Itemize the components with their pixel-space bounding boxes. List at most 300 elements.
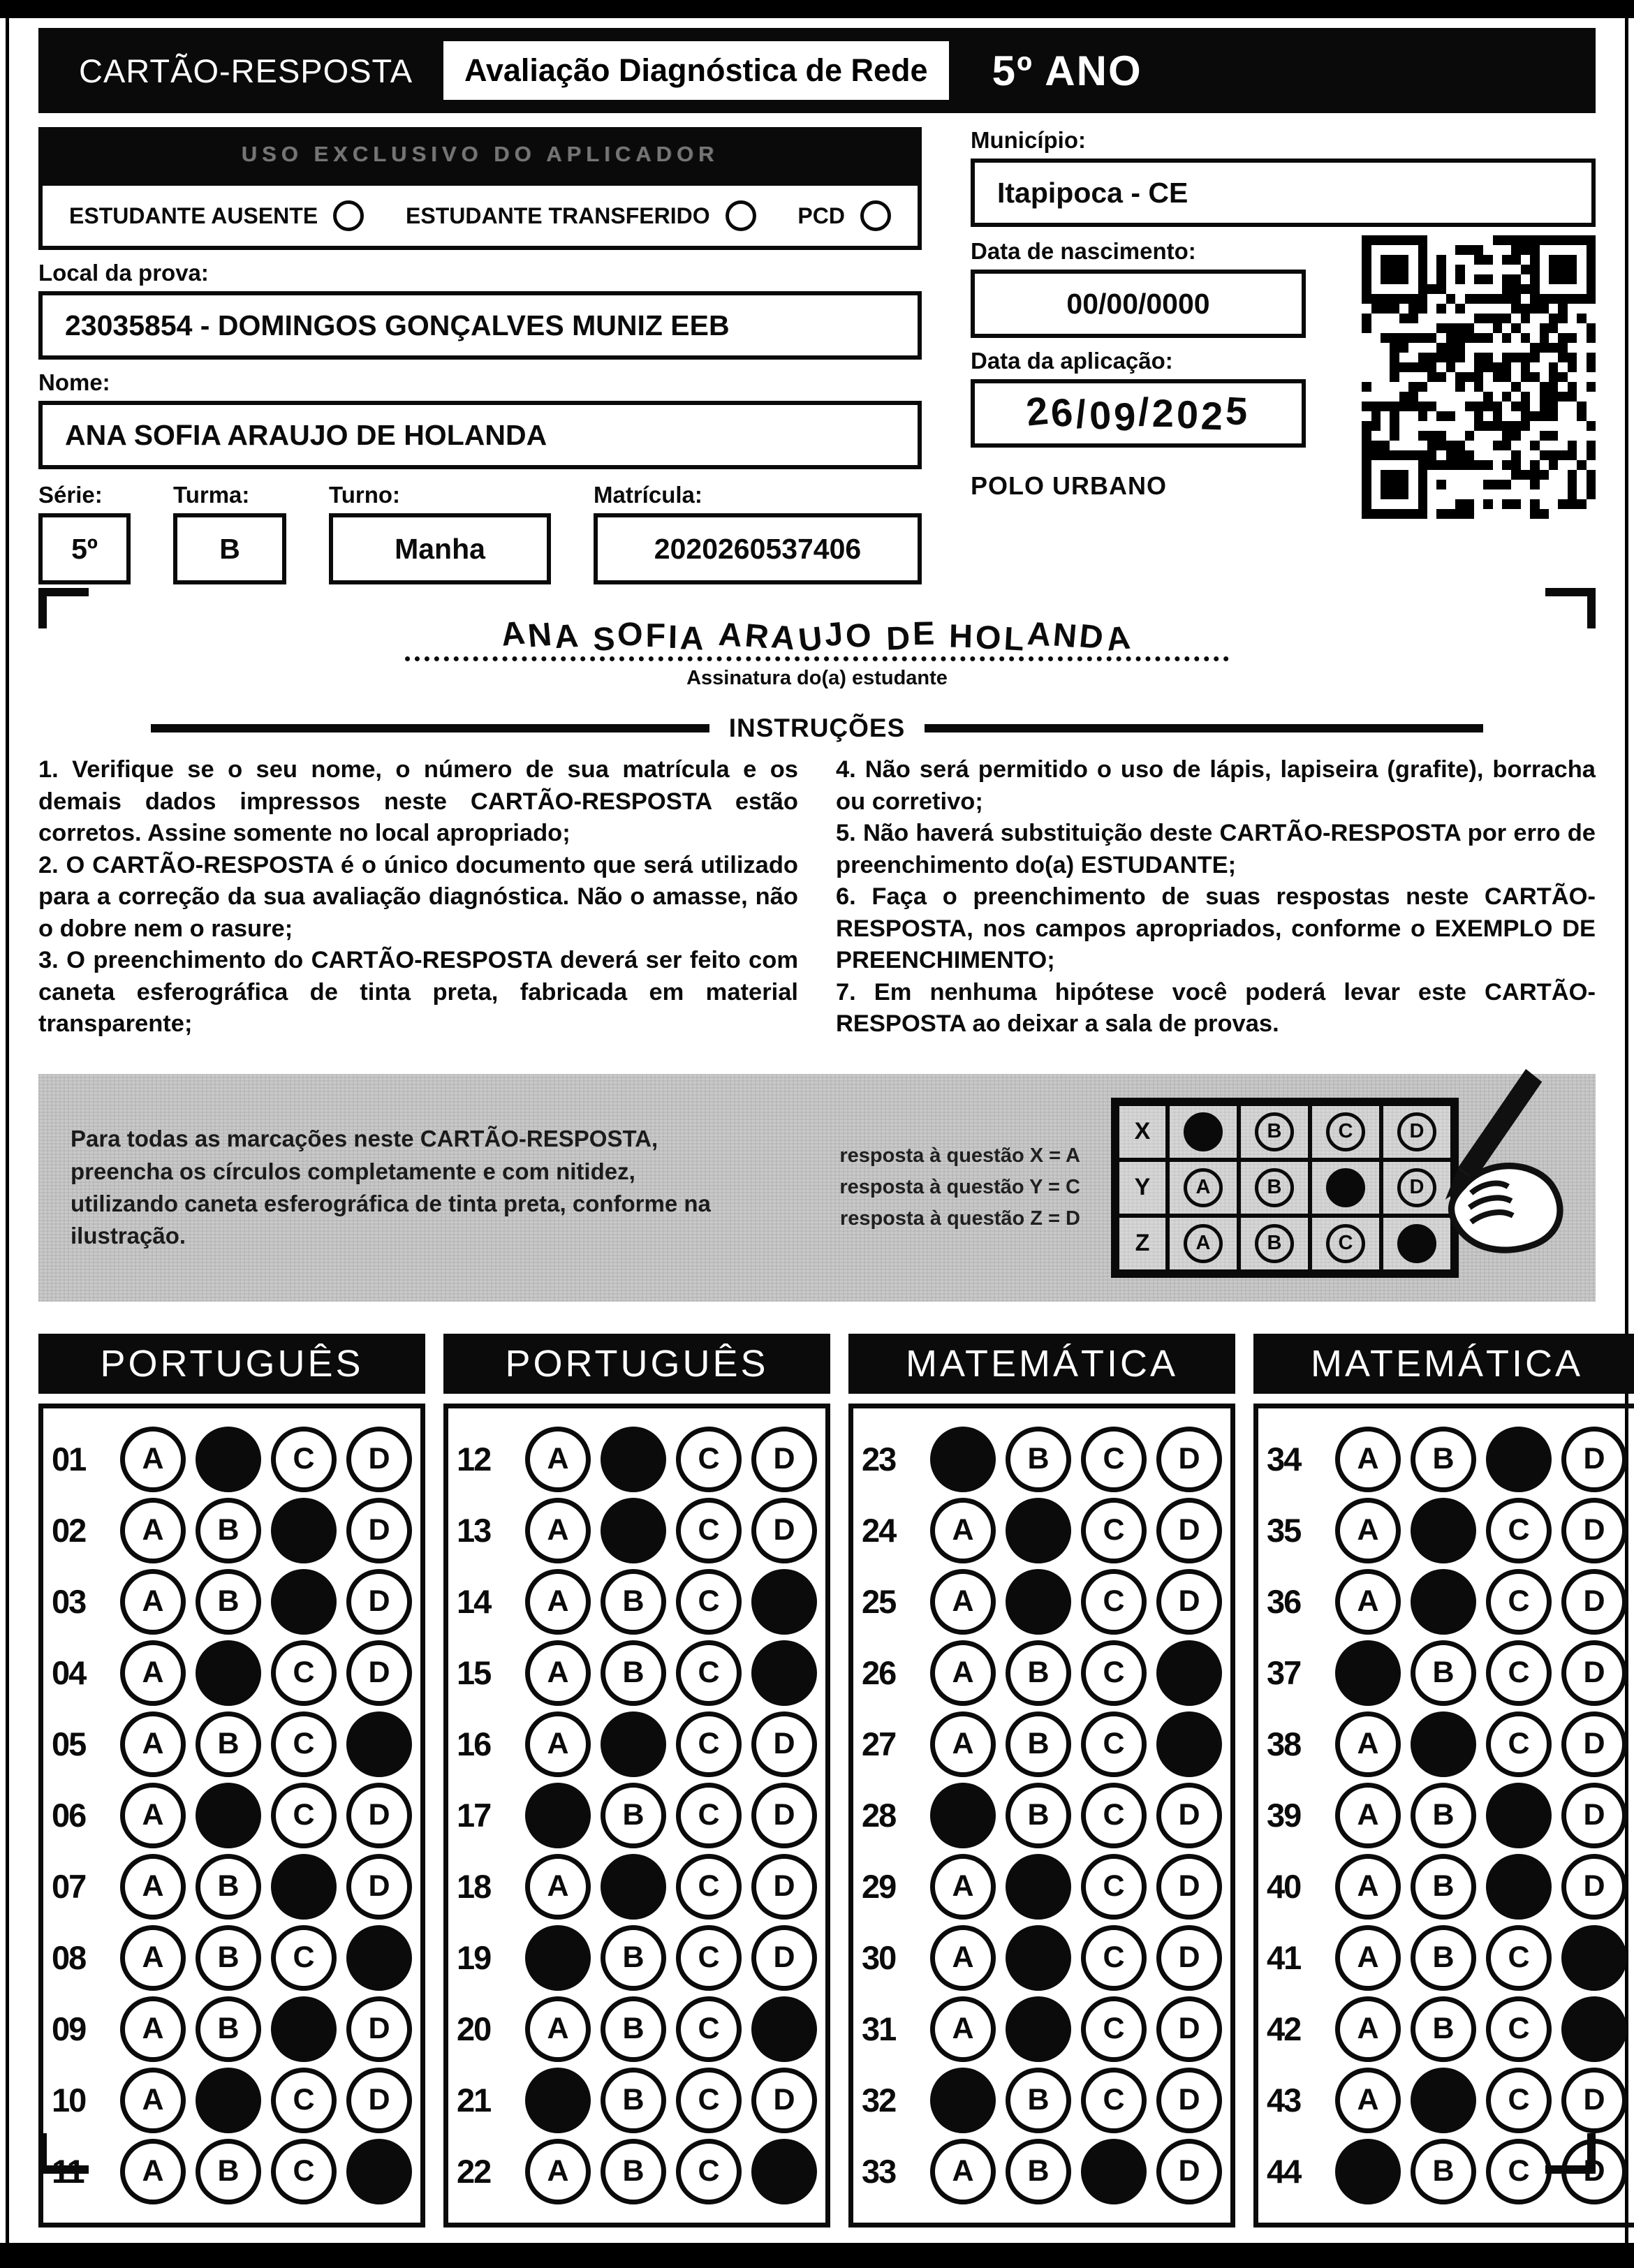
- nome-label: Nome:: [38, 369, 110, 395]
- bubble-29-D[interactable]: D: [1156, 1854, 1222, 1920]
- nome-value: ANA SOFIA ARAUJO DE HOLANDA: [38, 401, 922, 469]
- option-pcd: [797, 200, 891, 231]
- answer-row-07: [52, 1854, 412, 1920]
- bubble-38-C[interactable]: C: [1486, 1711, 1552, 1777]
- bubble-35-C[interactable]: C: [1486, 1498, 1552, 1563]
- qr-code: [1362, 235, 1596, 519]
- bubble-35-A[interactable]: A: [1335, 1498, 1401, 1563]
- bubble-18-A[interactable]: A: [525, 1854, 591, 1920]
- bubble-24-C[interactable]: C: [1081, 1498, 1147, 1563]
- answer-row-04: [52, 1640, 412, 1706]
- bubble-13-D[interactable]: D: [751, 1498, 817, 1563]
- bubble-43-D[interactable]: D: [1561, 2068, 1627, 2133]
- bubble-15-A[interactable]: A: [525, 1640, 591, 1706]
- municipio-value: Itapipoca - CE: [971, 159, 1596, 227]
- bubble-03-D[interactable]: D: [346, 1569, 412, 1635]
- answer-row-25: [862, 1569, 1222, 1635]
- top-black-bar: [0, 0, 1634, 18]
- polo-urbano-label: POLO URBANO: [971, 471, 1167, 500]
- answer-row-08: [52, 1925, 412, 1991]
- example-cell: [1168, 1160, 1239, 1216]
- answer-column-3: [848, 1334, 1235, 2228]
- bubble-03-C[interactable]: [271, 1569, 337, 1635]
- bubble-21-D[interactable]: D: [751, 2068, 817, 2133]
- bubble-08-B[interactable]: B: [196, 1925, 261, 1991]
- fill-example-band: [38, 1074, 1596, 1302]
- answer-row-21: [457, 2068, 817, 2133]
- bubble-32-D[interactable]: D: [1156, 2068, 1222, 2133]
- bubble-12-D[interactable]: D: [751, 1427, 817, 1492]
- bubble-30-A[interactable]: A: [930, 1925, 996, 1991]
- question-number: 33: [862, 2153, 896, 2190]
- bubble-40-D[interactable]: D: [1561, 1854, 1627, 1920]
- bubble-24-A[interactable]: A: [930, 1498, 996, 1563]
- bubble-01-C[interactable]: C: [271, 1427, 337, 1492]
- bubble-06-A[interactable]: A: [120, 1783, 186, 1848]
- bubble-25-C[interactable]: C: [1081, 1569, 1147, 1635]
- bubble-37-C[interactable]: C: [1486, 1640, 1552, 1706]
- bottom-black-bar: [0, 2243, 1634, 2268]
- answer-row-40: [1267, 1854, 1627, 1920]
- bubble-13-C[interactable]: C: [676, 1498, 742, 1563]
- bubble-40-B[interactable]: B: [1411, 1854, 1476, 1920]
- bubble-05-C[interactable]: C: [271, 1711, 337, 1777]
- answer-row-31: [862, 1996, 1222, 2062]
- question-number: 20: [457, 2010, 491, 2048]
- bubble-01-D[interactable]: D: [346, 1427, 412, 1492]
- bubble-42-A[interactable]: A: [1335, 1996, 1401, 2062]
- bubble-27-B[interactable]: B: [1006, 1711, 1071, 1777]
- aplicacao-value-box: [971, 379, 1306, 448]
- bubble-01-B[interactable]: [196, 1427, 261, 1492]
- turno-value: Manha: [329, 513, 551, 584]
- bubble-11-D[interactable]: [346, 2139, 412, 2204]
- bubble-28-C[interactable]: C: [1081, 1783, 1147, 1848]
- bubble-40-C[interactable]: [1486, 1854, 1552, 1920]
- answer-row-26: [862, 1640, 1222, 1706]
- bubble-26-D[interactable]: [1156, 1640, 1222, 1706]
- local-da-prova-label: Local da prova:: [38, 260, 209, 286]
- signature-caption: Assinatura do(a) estudante: [686, 667, 948, 689]
- question-number: 28: [862, 1797, 896, 1834]
- bubble-29-A[interactable]: A: [930, 1854, 996, 1920]
- bubble-10-A[interactable]: A: [120, 2068, 186, 2133]
- question-number: 35: [1267, 1512, 1301, 1549]
- bubble-25-A[interactable]: A: [930, 1569, 996, 1635]
- signature-block: [405, 613, 1229, 690]
- question-number: 38: [1267, 1725, 1301, 1763]
- bubble-22-A[interactable]: A: [525, 2139, 591, 2204]
- bubble-05-A[interactable]: A: [120, 1711, 186, 1777]
- bubble-23-D[interactable]: D: [1156, 1427, 1222, 1492]
- bubble-37-A[interactable]: [1335, 1640, 1401, 1706]
- answer-row-43: [1267, 2068, 1627, 2133]
- bubble-33-D[interactable]: D: [1156, 2139, 1222, 2204]
- example-bubble-Y-A: A: [1184, 1168, 1223, 1207]
- bubble-35-B[interactable]: [1411, 1498, 1476, 1563]
- question-number: 39: [1267, 1797, 1301, 1834]
- question-number: 36: [1267, 1583, 1301, 1621]
- bubble-41-C[interactable]: C: [1486, 1925, 1552, 1991]
- bubble-16-D[interactable]: D: [751, 1711, 817, 1777]
- bubble-38-D[interactable]: D: [1561, 1711, 1627, 1777]
- bubble-21-C[interactable]: C: [676, 2068, 742, 2133]
- answer-row-12: [457, 1427, 817, 1492]
- bubble-37-D[interactable]: D: [1561, 1640, 1627, 1706]
- question-number: 32: [862, 2082, 896, 2119]
- bubble-42-D[interactable]: [1561, 1996, 1627, 2062]
- bubble-01-A[interactable]: A: [120, 1427, 186, 1492]
- bubble-18-B[interactable]: [601, 1854, 666, 1920]
- bubble-20-C[interactable]: C: [676, 1996, 742, 2062]
- bubble-44-D[interactable]: D: [1561, 2139, 1627, 2204]
- bubble-44-B[interactable]: B: [1411, 2139, 1476, 2204]
- bubble-23-A[interactable]: [930, 1427, 996, 1492]
- bubble-24-B[interactable]: [1006, 1498, 1071, 1563]
- bubble-14-C[interactable]: C: [676, 1569, 742, 1635]
- nascimento-label: Data de nascimento:: [971, 238, 1196, 264]
- instructions-section: [38, 714, 1596, 1040]
- bubble-16-B[interactable]: [601, 1711, 666, 1777]
- bubble-22-C[interactable]: C: [676, 2139, 742, 2204]
- instructions-left-column: [38, 754, 798, 1040]
- bubble-29-C[interactable]: C: [1081, 1854, 1147, 1920]
- example-bubble-X-C: C: [1326, 1112, 1365, 1151]
- bubble-34-C[interactable]: [1486, 1427, 1552, 1492]
- serie-label: Série:: [38, 482, 103, 508]
- bubble-33-B[interactable]: B: [1006, 2139, 1071, 2204]
- bubble-38-A[interactable]: A: [1335, 1711, 1401, 1777]
- bubble-44-C[interactable]: C: [1486, 2139, 1552, 2204]
- turma-label: Turma:: [173, 482, 250, 508]
- answers-grid: [38, 1334, 1605, 2228]
- bubble-30-B[interactable]: [1006, 1925, 1071, 1991]
- bubble-41-A[interactable]: A: [1335, 1925, 1401, 1991]
- bubble-33-C[interactable]: [1081, 2139, 1147, 2204]
- bubble-07-C[interactable]: [271, 1854, 337, 1920]
- bubble-26-B[interactable]: B: [1006, 1640, 1071, 1706]
- bubble-31-B[interactable]: [1006, 1996, 1071, 2062]
- legend-line: resposta à questão Y = C: [839, 1176, 1080, 1199]
- bubble-36-A[interactable]: A: [1335, 1569, 1401, 1635]
- bubble-02-A[interactable]: A: [120, 1498, 186, 1563]
- answer-row-14: [457, 1569, 817, 1635]
- bubble-09-D[interactable]: D: [346, 1996, 412, 2062]
- student-signature: ANA SOFIA ARAUJO DE HOLANDA: [499, 613, 1135, 658]
- bubble-43-C[interactable]: C: [1486, 2068, 1552, 2133]
- question-number: 44: [1267, 2153, 1301, 2190]
- bubble-06-B[interactable]: [196, 1783, 261, 1848]
- question-number: 26: [862, 1654, 896, 1692]
- answer-row-30: [862, 1925, 1222, 1991]
- answer-row-41: [1267, 1925, 1627, 1991]
- bubble-11-C[interactable]: C: [271, 2139, 337, 2204]
- answer-column-1: [38, 1334, 425, 2228]
- question-number: 21: [457, 2082, 491, 2119]
- example-bubble-Z-C: C: [1326, 1224, 1365, 1263]
- bubble-36-D[interactable]: D: [1561, 1569, 1627, 1635]
- question-number: 40: [1267, 1868, 1301, 1906]
- example-bubble-X-A: [1184, 1112, 1223, 1151]
- bubble-11-B[interactable]: B: [196, 2139, 261, 2204]
- answer-row-02: [52, 1498, 412, 1563]
- answer-row-16: [457, 1711, 817, 1777]
- bubble-12-B[interactable]: [601, 1427, 666, 1492]
- bubble-18-D[interactable]: D: [751, 1854, 817, 1920]
- instruction-item: 5. Não haverá substituição deste CARTÃO-RESPOSTA por erro de preenchimento do(a) ESTUDANTE;: [836, 820, 1596, 878]
- question-number: 31: [862, 2010, 896, 2048]
- bubble-17-C[interactable]: C: [676, 1783, 742, 1848]
- answer-row-34: [1267, 1427, 1627, 1492]
- bubble-41-D[interactable]: [1561, 1925, 1627, 1991]
- example-cell: [1239, 1160, 1310, 1216]
- bubble-03-A[interactable]: A: [120, 1569, 186, 1635]
- bubble-11-A[interactable]: A: [120, 2139, 186, 2204]
- bubble-38-B[interactable]: [1411, 1711, 1476, 1777]
- bubble-20-B[interactable]: B: [601, 1996, 666, 2062]
- applicator-banner: [38, 127, 922, 182]
- bubble-34-D[interactable]: D: [1561, 1427, 1627, 1492]
- bubble-27-C[interactable]: C: [1081, 1711, 1147, 1777]
- bubble-28-A[interactable]: [930, 1783, 996, 1848]
- bubble-13-A[interactable]: A: [525, 1498, 591, 1563]
- bubble-02-C[interactable]: [271, 1498, 337, 1563]
- bubble-39-B[interactable]: B: [1411, 1783, 1476, 1848]
- bubble-08-C[interactable]: C: [271, 1925, 337, 1991]
- option-estudante-transferido: [406, 200, 756, 231]
- question-number: 16: [457, 1725, 491, 1763]
- bubble-06-D[interactable]: D: [346, 1783, 412, 1848]
- bubble-44-A[interactable]: [1335, 2139, 1401, 2204]
- matricula-label: Matrícula:: [594, 482, 702, 508]
- bubble-31-A[interactable]: A: [930, 1996, 996, 2062]
- answer-row-19: [457, 1925, 817, 1991]
- answer-row-13: [457, 1498, 817, 1563]
- bubble-16-C[interactable]: C: [676, 1711, 742, 1777]
- bubble-29-B[interactable]: [1006, 1854, 1071, 1920]
- answer-row-03: [52, 1569, 412, 1635]
- bubble-05-D[interactable]: [346, 1711, 412, 1777]
- bubble-37-B[interactable]: B: [1411, 1640, 1476, 1706]
- answer-row-24: [862, 1498, 1222, 1563]
- bubble-39-D[interactable]: D: [1561, 1783, 1627, 1848]
- legend-line: resposta à questão Z = D: [839, 1207, 1080, 1230]
- bubble-21-A[interactable]: [525, 2068, 591, 2133]
- bubble-30-C[interactable]: C: [1081, 1925, 1147, 1991]
- bubble-09-C[interactable]: [271, 1996, 337, 2062]
- instruction-item: 7. Em nenhuma hipótese você poderá levar este CARTÃO-RESPOSTA ao deixar a sala de provas.: [836, 978, 1596, 1038]
- bubble-15-D[interactable]: [751, 1640, 817, 1706]
- bubble-26-C[interactable]: C: [1081, 1640, 1147, 1706]
- bubble-09-A[interactable]: A: [120, 1996, 186, 2062]
- answer-column-4: [1253, 1334, 1634, 2228]
- bubble-06-C[interactable]: C: [271, 1783, 337, 1848]
- bubble-15-C[interactable]: C: [676, 1640, 742, 1706]
- bubble-10-D[interactable]: D: [346, 2068, 412, 2133]
- example-row-label: Y: [1117, 1160, 1168, 1216]
- bubble-25-B[interactable]: [1006, 1569, 1071, 1635]
- bubble-17-B[interactable]: B: [601, 1783, 666, 1848]
- bubble-07-B[interactable]: B: [196, 1854, 261, 1920]
- bubble-32-B[interactable]: B: [1006, 2068, 1071, 2133]
- bubble-14-A[interactable]: A: [525, 1569, 591, 1635]
- bubble-14-B[interactable]: B: [601, 1569, 666, 1635]
- bubble-41-B[interactable]: B: [1411, 1925, 1476, 1991]
- bubble-08-D[interactable]: [346, 1925, 412, 1991]
- question-number: 02: [52, 1512, 86, 1549]
- example-bubble-X-B: B: [1255, 1112, 1294, 1151]
- bubble-30-D[interactable]: D: [1156, 1925, 1222, 1991]
- estudante-ausente-bubble[interactable]: [333, 200, 364, 231]
- answer-row-10: [52, 2068, 412, 2133]
- bubble-34-B[interactable]: B: [1411, 1427, 1476, 1492]
- bubble-05-B[interactable]: B: [196, 1711, 261, 1777]
- question-number: 01: [52, 1441, 86, 1478]
- answer-row-23: [862, 1427, 1222, 1492]
- answer-row-22: [457, 2139, 817, 2204]
- bubble-42-B[interactable]: B: [1411, 1996, 1476, 2062]
- bubble-33-A[interactable]: A: [930, 2139, 996, 2204]
- instruction-item: 6. Faça o preenchimento de suas respostas neste CARTÃO-RESPOSTA, nos campos apropriados, conforme o EXEMPLO DE PREENCHIMENTO;: [836, 883, 1596, 974]
- question-number: 41: [1267, 1939, 1301, 1977]
- bubble-17-D[interactable]: D: [751, 1783, 817, 1848]
- option-label: PCD: [797, 202, 845, 228]
- bubble-43-A[interactable]: A: [1335, 2068, 1401, 2133]
- question-number: 13: [457, 1512, 491, 1549]
- bubble-21-B[interactable]: B: [601, 2068, 666, 2133]
- bubble-19-B[interactable]: B: [601, 1925, 666, 1991]
- bubble-19-A[interactable]: [525, 1925, 591, 1991]
- instructions-right-column: [836, 754, 1596, 1040]
- fill-example-text: Para todas as marcações neste CARTÃO-RESPOSTA, preencha os círculos completamente e com nitidez, utilizando caneta esferográfica de tinta preta, conforme na ilustração.: [71, 1126, 711, 1249]
- bubble-22-B[interactable]: B: [601, 2139, 666, 2204]
- bubble-31-D[interactable]: D: [1156, 1996, 1222, 2062]
- bubble-12-C[interactable]: C: [676, 1427, 742, 1492]
- bubble-04-A[interactable]: A: [120, 1640, 186, 1706]
- bubble-04-D[interactable]: D: [346, 1640, 412, 1706]
- bubble-39-C[interactable]: [1486, 1783, 1552, 1848]
- example-bubble-Y-B: B: [1255, 1168, 1294, 1207]
- signature-line[interactable]: [405, 613, 1229, 661]
- bubble-07-A[interactable]: A: [120, 1854, 186, 1920]
- bubble-31-C[interactable]: C: [1081, 1996, 1147, 2062]
- example-bubble-X-D: D: [1397, 1112, 1436, 1151]
- bubble-22-D[interactable]: [751, 2139, 817, 2204]
- bubble-40-A[interactable]: A: [1335, 1854, 1401, 1920]
- bubble-04-B[interactable]: [196, 1640, 261, 1706]
- answer-row-39: [1267, 1783, 1627, 1848]
- question-number: 27: [862, 1725, 896, 1763]
- example-cell: [1168, 1216, 1239, 1272]
- bubble-23-B[interactable]: B: [1006, 1427, 1071, 1492]
- bubble-42-C[interactable]: C: [1486, 1996, 1552, 2062]
- bubble-27-A[interactable]: A: [930, 1711, 996, 1777]
- bubble-07-D[interactable]: D: [346, 1854, 412, 1920]
- bubble-02-D[interactable]: D: [346, 1498, 412, 1563]
- question-number: 11: [52, 2153, 84, 2190]
- question-number: 14: [457, 1583, 491, 1621]
- instructions-title: INSTRUÇÕES: [728, 714, 906, 742]
- bubble-19-D[interactable]: D: [751, 1925, 817, 1991]
- question-number: 42: [1267, 2010, 1301, 2048]
- bubble-19-C[interactable]: C: [676, 1925, 742, 1991]
- bubble-02-B[interactable]: B: [196, 1498, 261, 1563]
- bubble-20-D[interactable]: [751, 1996, 817, 2062]
- bubble-24-D[interactable]: D: [1156, 1498, 1222, 1563]
- question-number: 19: [457, 1939, 491, 1977]
- bubble-16-A[interactable]: A: [525, 1711, 591, 1777]
- question-number: 25: [862, 1583, 896, 1621]
- instruction-item: 4. Não será permitido o uso de lápis, lapiseira (grafite), borracha ou corretivo;: [836, 756, 1596, 815]
- bubble-32-A[interactable]: [930, 2068, 996, 2133]
- answer-row-42: [1267, 1996, 1627, 2062]
- assessment-title: Avaliação Diagnóstica de Rede: [443, 41, 949, 100]
- answer-row-36: [1267, 1569, 1627, 1635]
- bubble-17-A[interactable]: [525, 1783, 591, 1848]
- pcd-bubble[interactable]: [860, 200, 891, 231]
- turma-value: B: [173, 513, 286, 584]
- bubble-25-D[interactable]: D: [1156, 1569, 1222, 1635]
- bubble-36-B[interactable]: [1411, 1569, 1476, 1635]
- bubble-20-A[interactable]: A: [525, 1996, 591, 2062]
- estudante-transferido-bubble[interactable]: [726, 200, 756, 231]
- bubble-14-D[interactable]: [751, 1569, 817, 1635]
- bubble-32-C[interactable]: C: [1081, 2068, 1147, 2133]
- bubble-03-B[interactable]: B: [196, 1569, 261, 1635]
- question-number: 22: [457, 2153, 491, 2190]
- answer-column-box: [38, 1404, 425, 2228]
- bubble-26-A[interactable]: A: [930, 1640, 996, 1706]
- left-border-line: [6, 18, 9, 2243]
- question-number: 10: [52, 2082, 86, 2119]
- bubble-10-B[interactable]: [196, 2068, 261, 2133]
- bubble-28-B[interactable]: B: [1006, 1783, 1071, 1848]
- answer-row-35: [1267, 1498, 1627, 1563]
- bubble-34-A[interactable]: A: [1335, 1427, 1401, 1492]
- bubble-28-D[interactable]: D: [1156, 1783, 1222, 1848]
- question-number: 17: [457, 1797, 491, 1834]
- bubble-39-A[interactable]: A: [1335, 1783, 1401, 1848]
- question-number: 07: [52, 1868, 86, 1906]
- bubble-09-B[interactable]: B: [196, 1996, 261, 2062]
- fill-example-legend: [773, 1140, 1080, 1235]
- bubble-36-C[interactable]: C: [1486, 1569, 1552, 1635]
- bubble-04-C[interactable]: C: [271, 1640, 337, 1706]
- bubble-10-C[interactable]: C: [271, 2068, 337, 2133]
- answer-row-32: [862, 2068, 1222, 2133]
- bubble-27-D[interactable]: [1156, 1711, 1222, 1777]
- title-rule-right: [925, 724, 1483, 732]
- bubble-12-A[interactable]: A: [525, 1427, 591, 1492]
- local-da-prova-value: 23035854 - DOMINGOS GONÇALVES MUNIZ EEB: [38, 291, 922, 360]
- answer-column-title: MATEMÁTICA: [1253, 1334, 1634, 1394]
- example-grid-wrap: [1111, 1098, 1459, 1278]
- bubble-35-D[interactable]: D: [1561, 1498, 1627, 1563]
- nascimento-value: 00/00/0000: [971, 270, 1306, 338]
- bubble-15-B[interactable]: B: [601, 1640, 666, 1706]
- bubble-23-C[interactable]: C: [1081, 1427, 1147, 1492]
- bubble-18-C[interactable]: C: [676, 1854, 742, 1920]
- serie-value: 5º: [38, 513, 131, 584]
- bubble-13-B[interactable]: [601, 1498, 666, 1563]
- example-bubble-Y-C: [1326, 1168, 1365, 1207]
- bubble-08-A[interactable]: A: [120, 1925, 186, 1991]
- question-number: 12: [457, 1441, 491, 1478]
- question-number: 08: [52, 1939, 86, 1977]
- applicator-options-box: [38, 182, 922, 250]
- bubble-43-B[interactable]: [1411, 2068, 1476, 2133]
- answer-column-title: MATEMÁTICA: [848, 1334, 1235, 1394]
